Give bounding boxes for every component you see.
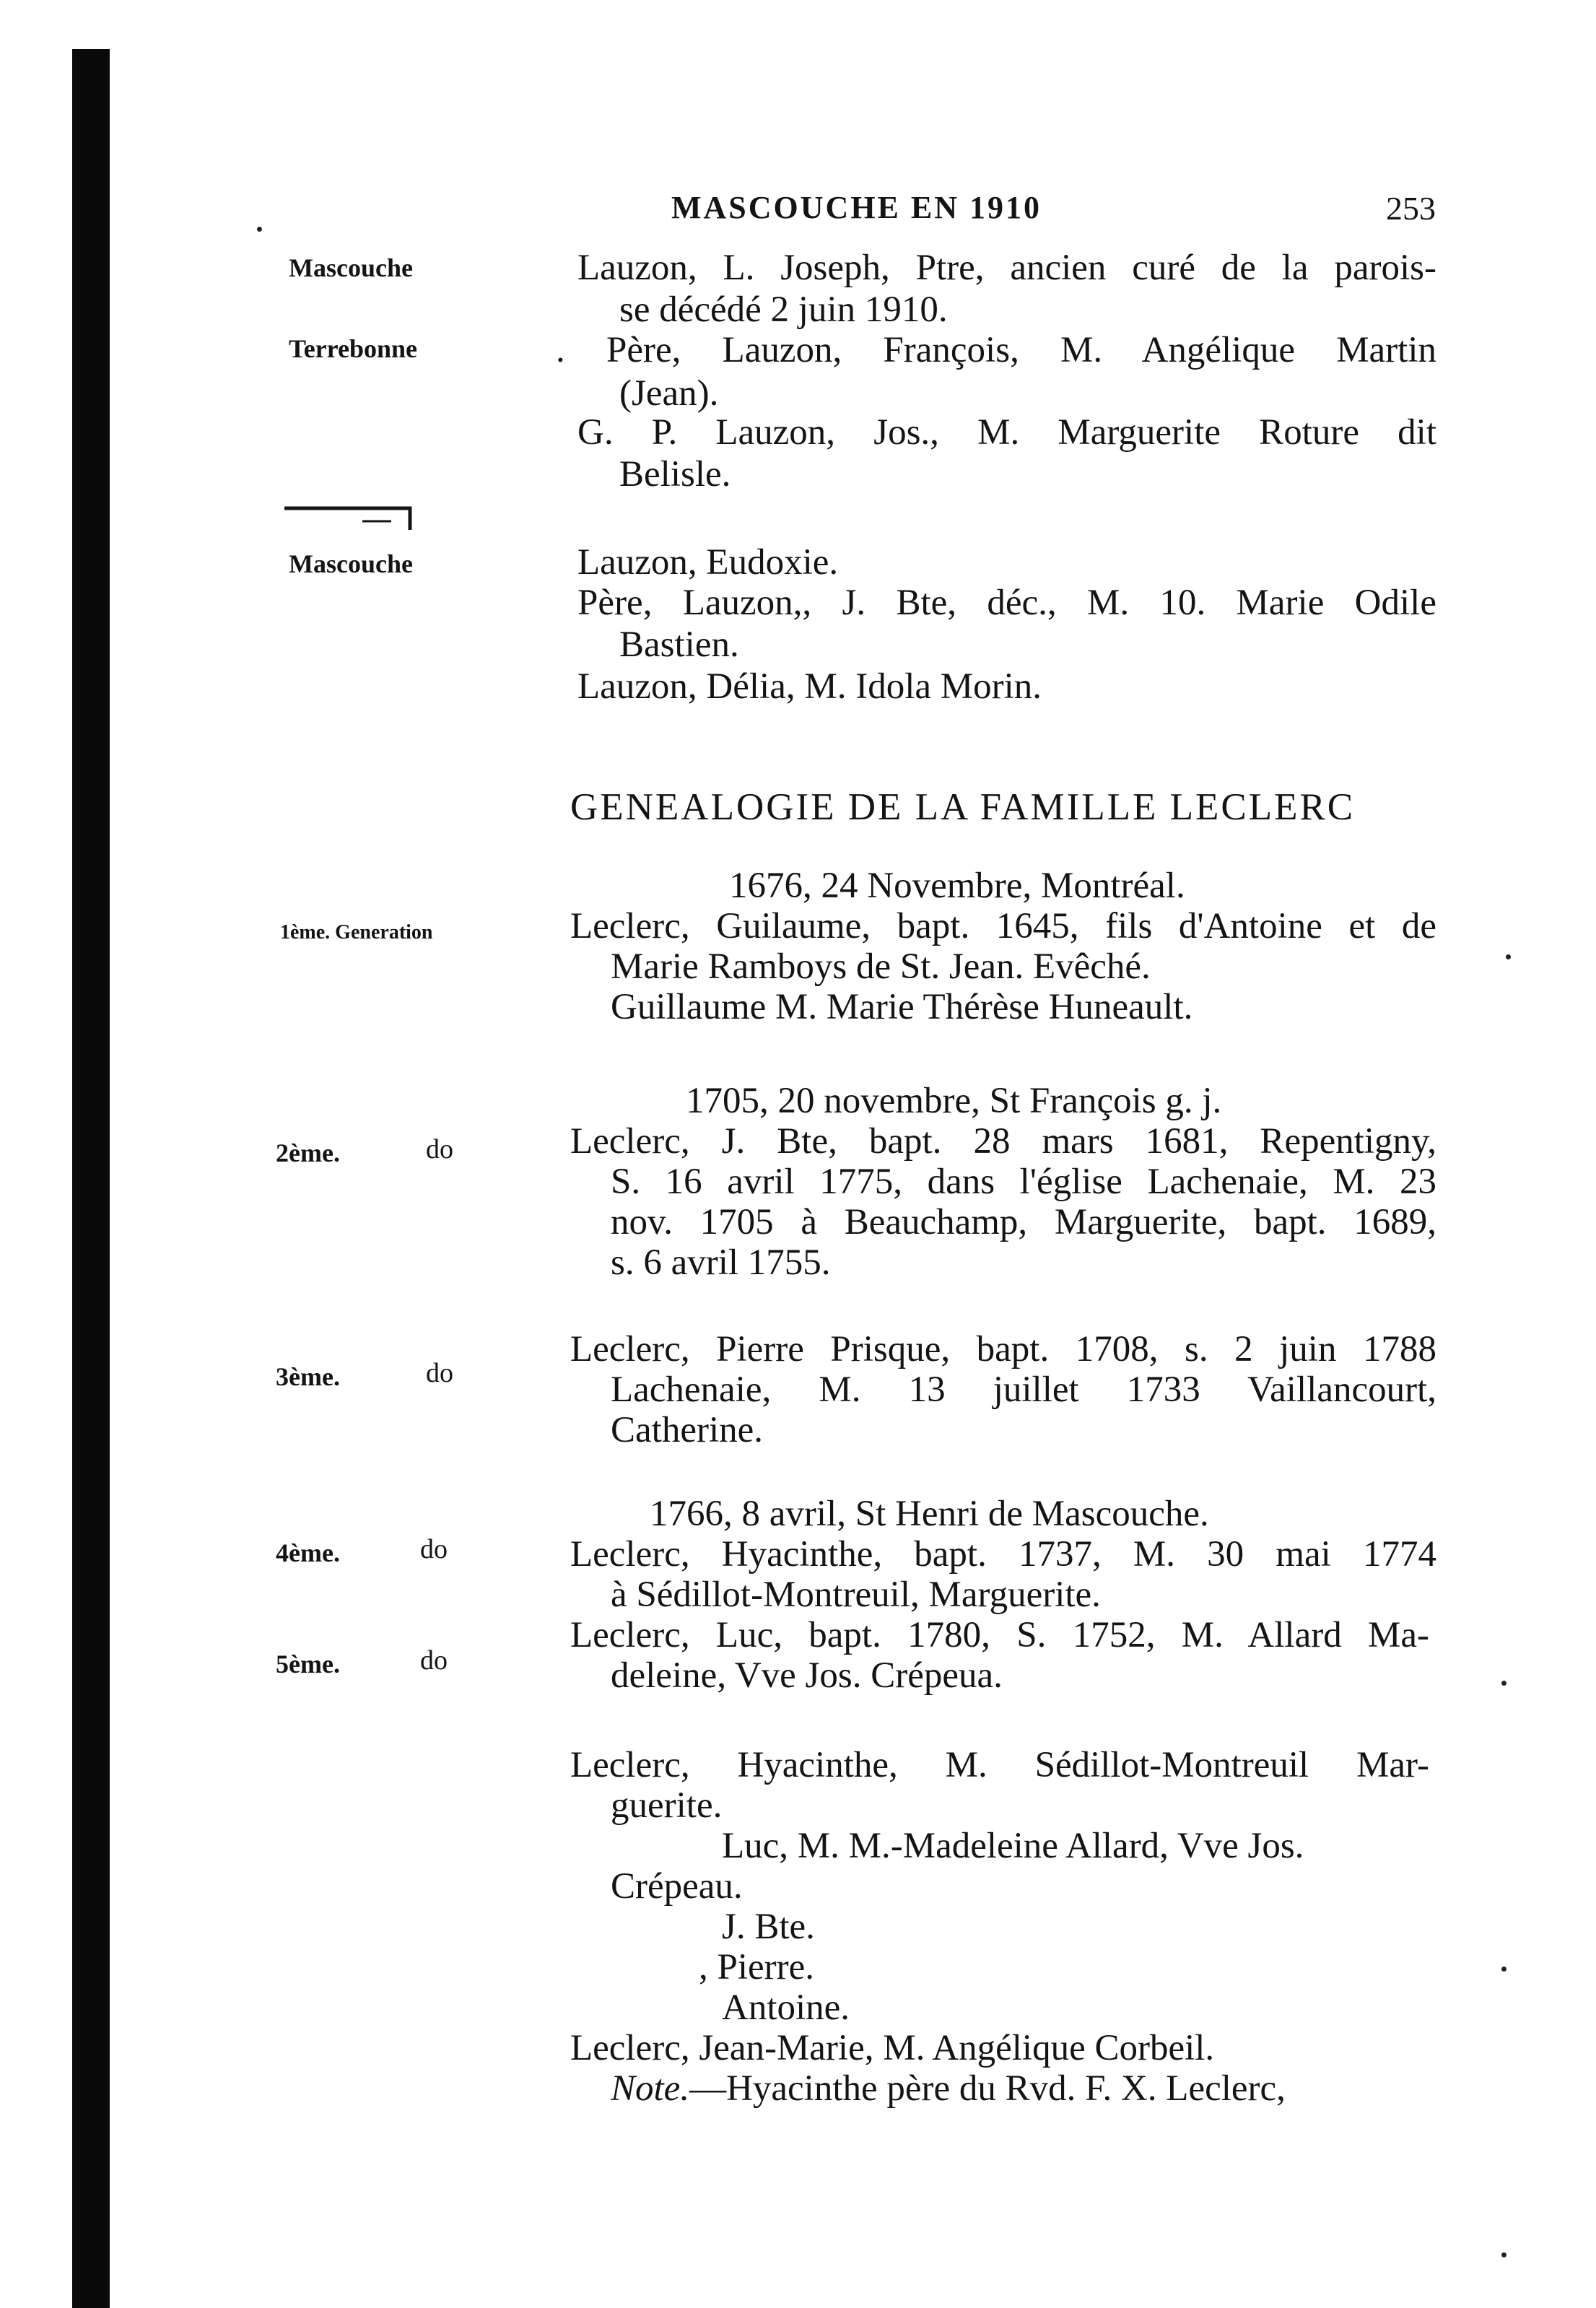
text-line: , Pierre. — [699, 1947, 815, 1987]
page-number: 253 — [1386, 190, 1436, 227]
text-line: Leclerc, Luc, bapt. 1780, S. 1752, M. Allard Ma- — [570, 1615, 1429, 1655]
margin-note-generation: 2ème. — [276, 1138, 340, 1167]
text-line: J. Bte. — [722, 1907, 815, 1947]
ditto-mark: do — [426, 1358, 453, 1388]
text-line: Leclerc, Pierre Prisque, bapt. 1708, s. 2 juin 1788 — [570, 1329, 1436, 1369]
scan-speck — [1506, 954, 1511, 959]
text-line: se décédé 2 juin 1910. — [619, 289, 948, 330]
note-text: —Hyacinthe père du Rvd. F. X. Leclerc, — [689, 2068, 1286, 2109]
scan-speck — [257, 227, 262, 232]
text-line: Leclerc, Guilaume, bapt. 1645, fils d'Antoine et de — [570, 906, 1436, 946]
scan-speck — [1501, 1967, 1506, 1972]
text-line: S. 16 avril 1775, dans l'église Lachenaie, M. 23 — [611, 1162, 1436, 1202]
text-line: . Père, Lauzon, François, M. Angélique Martin — [556, 330, 1436, 370]
section-heading: GENEALOGIE DE LA FAMILLE LECLERC — [570, 786, 1356, 828]
margin-note-place: Mascouche — [289, 549, 413, 578]
text-line: Leclerc, J. Bte, bapt. 28 mars 1681, Repentigny, — [570, 1121, 1436, 1162]
text-line: Guillaume M. Marie Thérèse Huneault. — [611, 987, 1193, 1027]
margin-note-generation: 1ème. Generation — [280, 921, 433, 944]
ditto-mark: do — [426, 1134, 453, 1164]
text-line: Lauzon, Eudoxie. — [577, 542, 839, 583]
ditto-mark: do — [420, 1534, 448, 1564]
margin-note-generation: 4ème. — [276, 1538, 340, 1567]
text-line: Lauzon, L. Joseph, Ptre, ancien curé de la parois- — [577, 248, 1436, 288]
note-label: Note. — [611, 2068, 690, 2109]
text-line: (Jean). — [619, 373, 719, 414]
text-line: Belisle. — [619, 454, 731, 495]
text-line: Leclerc, Hyacinthe, bapt. 1737, M. 30 mai 1774 — [570, 1534, 1436, 1575]
text-line: Père, Lauzon,, J. Bte, déc., M. 10. Marie Odile — [577, 583, 1436, 623]
date-line: 1705, 20 novembre, St François g. j. — [686, 1081, 1222, 1121]
margin-note-place: Terrebonne — [289, 334, 418, 363]
date-line: 1766, 8 avril, St Henri de Mascouche. — [650, 1494, 1209, 1534]
scan-speck — [1501, 2252, 1506, 2257]
text-line: Leclerc, Hyacinthe, M. Sédillot-Montreuil Mar- — [570, 1745, 1429, 1785]
text-line: Luc, M. M.-Madeleine Allard, Vve Jos. — [722, 1826, 1304, 1866]
note-line — [611, 2068, 1286, 2109]
text-line: G. P. Lauzon, Jos., M. Marguerite Roture dit — [577, 412, 1436, 453]
text-line: Bastien. — [619, 624, 739, 665]
text-line: Leclerc, Jean-Marie, M. Angélique Corbeil. — [570, 2028, 1215, 2068]
margin-note-generation: 3ème. — [276, 1362, 340, 1391]
text-line: nov. 1705 à Beauchamp, Marguerite, bapt. 1689, — [611, 1202, 1436, 1242]
text-line: Catherine. — [611, 1410, 763, 1450]
text-line: s. 6 avril 1755. — [611, 1242, 831, 1283]
text-line: deleine, Vve Jos. Crépeua. — [611, 1655, 1003, 1696]
scan-speck — [1501, 1681, 1506, 1686]
text-line: Crépeau. — [611, 1866, 743, 1907]
text-line: Lachenaie, M. 13 juillet 1733 Vaillancourt, — [611, 1369, 1436, 1410]
margin-note-generation: 5ème. — [276, 1650, 340, 1678]
text-line: à Sédillot-Montreuil, Marguerite. — [611, 1575, 1101, 1615]
text-line: guerite. — [611, 1785, 723, 1826]
text-line: Antoine. — [722, 1987, 850, 2028]
running-header: MASCOUCHE EN 1910 — [671, 190, 1042, 225]
scan-binding-edge — [72, 49, 110, 2308]
margin-note-place: Mascouche — [289, 253, 413, 282]
text-line: Lauzon, Délia, M. Idola Morin. — [577, 666, 1042, 707]
ditto-mark: do — [420, 1645, 448, 1676]
text-line: Marie Ramboys de St. Jean. Evêché. — [611, 946, 1151, 987]
bracket-mark — [283, 502, 420, 531]
date-line: 1676, 24 Novembre, Montréal. — [729, 866, 1185, 906]
